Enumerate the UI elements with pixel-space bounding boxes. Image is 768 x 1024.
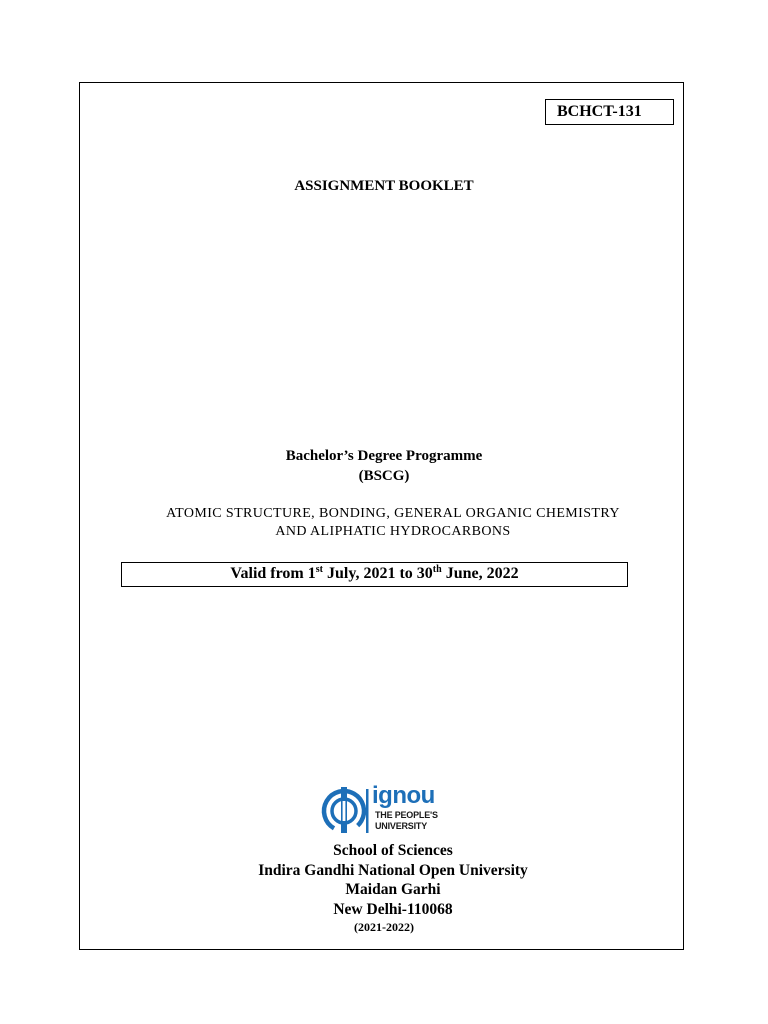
city-pin: New Delhi-110068 bbox=[333, 900, 453, 918]
course-title-line-1: ATOMIC STRUCTURE, BONDING, GENERAL ORGANIC CHEMISTRY bbox=[166, 506, 620, 521]
logo-tagline-1: THE PEOPLE'S bbox=[375, 810, 438, 820]
logo-wordmark: ignou bbox=[372, 782, 435, 809]
ignou-logo bbox=[320, 782, 442, 836]
programme-block bbox=[0, 446, 768, 486]
session-year: (2021-2022) bbox=[354, 920, 414, 934]
locality: Maidan Garhi bbox=[345, 881, 441, 898]
logo-tagline-2: UNIVERSITY bbox=[375, 821, 428, 831]
school-name: School of Sciences bbox=[333, 842, 453, 859]
ignou-emblem-icon bbox=[320, 787, 370, 835]
address-block bbox=[0, 841, 768, 919]
course-title bbox=[0, 505, 768, 541]
programme-code: (BSCG) bbox=[358, 468, 410, 484]
validity-sup-1: st bbox=[315, 564, 323, 575]
validity-sup-2: th bbox=[432, 564, 442, 575]
validity-suffix: June, 2022 bbox=[441, 565, 519, 582]
course-code-box: BCHCT-131 bbox=[545, 99, 674, 125]
validity-box bbox=[121, 562, 628, 587]
programme-name: Bachelor’s Degree Programme bbox=[285, 448, 483, 464]
validity-middle: July, 2021 to 30 bbox=[322, 565, 433, 582]
course-title-line-2: AND ALIPHATIC HYDROCARBONS bbox=[275, 524, 511, 539]
validity-prefix: Valid from 1 bbox=[230, 565, 316, 582]
document-title: ASSIGNMENT BOOKLET bbox=[294, 178, 474, 194]
university-name: Indira Gandhi National Open University bbox=[258, 861, 528, 879]
